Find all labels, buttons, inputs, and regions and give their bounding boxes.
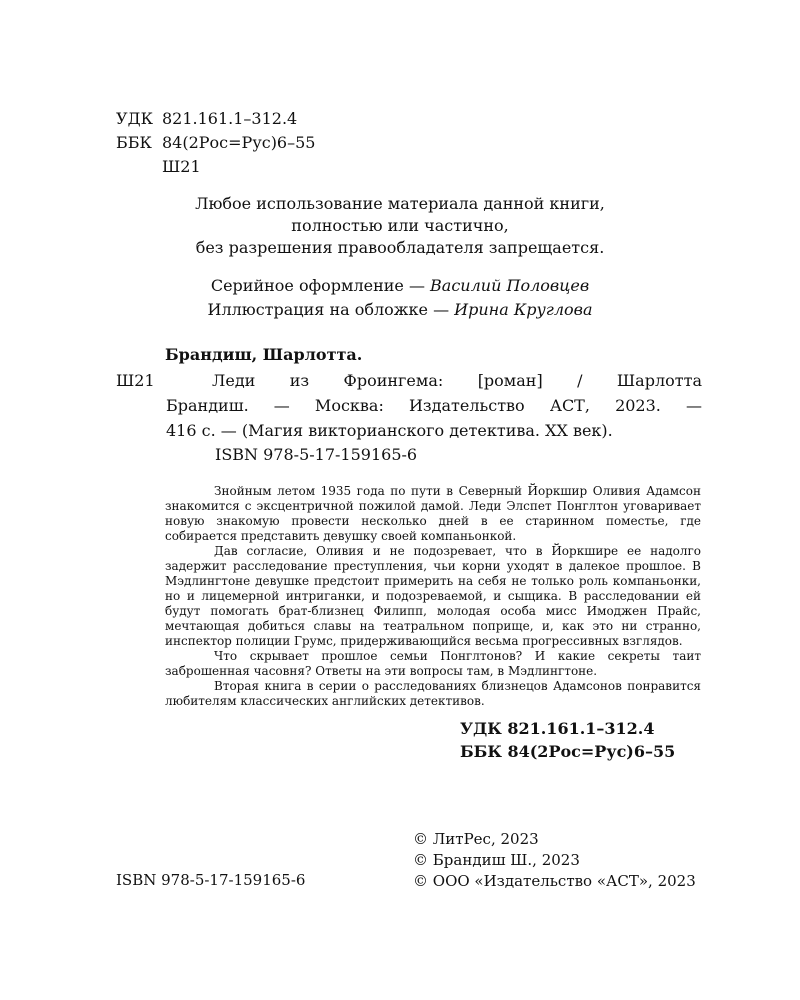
credit-role: Серийное оформление — (210, 276, 431, 295)
bbk-row (116, 131, 315, 155)
classification-codes-bottom (460, 717, 675, 763)
annotation-paragraph: Что скрывает прошлое семьи Понглтонов? И какие секреты таит заброшенная часовня? Ответы на эти вопросы там, в Мэдлингтоне. (165, 649, 701, 678)
bbk-value: 84(2Рос=Рус)6–55 (162, 133, 316, 152)
annotation-paragraph: Вторая книга в серии о расследованиях близнецов Адамсонов понравится любителям классических английских детективов. (165, 679, 701, 708)
credit-role: Иллюстрация на обложке — (207, 300, 455, 319)
bbk-label: ББК (116, 133, 152, 152)
copyright-line: © ООО «Издательство «АСТ», 2023 (413, 872, 696, 890)
classification-codes (116, 107, 315, 179)
design-credits (0, 274, 800, 322)
isbn-top: ISBN 978-5-17-159165-6 (215, 445, 418, 464)
isbn-bottom: ISBN 978-5-17-159165-6 (116, 871, 306, 889)
notice-line: Любое использование материала данной книги, (195, 194, 605, 213)
notice-line: без разрешения правообладателя запрещается. (195, 238, 605, 257)
bib-description (166, 368, 702, 443)
credit-line (0, 274, 800, 298)
copyright-notice (0, 193, 800, 259)
bibliographic-record (116, 368, 702, 443)
annotation (165, 484, 701, 709)
bib-author-sign: Ш21 (116, 371, 155, 390)
notice-line: полностью или частично, (291, 216, 509, 235)
bib-line: Брандиш. — Москва: Издательство АСТ, 2023. — (166, 396, 702, 415)
bib-line: Леди из Фроингема: [роман] / Шарлотта (212, 371, 702, 390)
udk-full: УДК 821.161.1–312.4 (460, 719, 655, 738)
bib-line: 416 с. — (Магия викторианского детектива. XX век). (166, 421, 613, 440)
credit-name: Ирина Круглова (454, 300, 593, 319)
credit-name: Василий Половцев (430, 276, 590, 295)
author-sign: Ш21 (162, 157, 201, 176)
annotation-paragraph: Знойным летом 1935 года по пути в Северный Йоркшир Оливия Адамсон знакомится с эксцентричной пожилой дамой. Леди Элспет Понглтон уговаривает новую знакомую провести несколько дней в ее старинном поместье, где собирается представить девушку своей компаньонкой. (165, 484, 701, 543)
udk-label: УДК (116, 109, 153, 128)
credit-line (0, 298, 800, 322)
copyright-line: © ЛитРес, 2023 (413, 830, 539, 848)
author-heading: Брандиш, Шарлотта. (165, 345, 363, 364)
bbk-full: ББК 84(2Рос=Рус)6–55 (460, 742, 676, 761)
copyright-list (413, 829, 696, 892)
annotation-paragraph: Дав согласие, Оливия и не подозревает, что в Йоркшире ее надолго задержит расследование преступления, чьи корни уходят в далекое прошлое. В Мэдлингтоне девушке предстоит примерить на себя не только роль компаньонки, но и лицемерной интриганки, и подозреваемой, и сыщика. В расследовании ей будут помогать брат-близнец Филипп, молодая особа мисс Имоджен Прайс, мечтающая добиться славы на театральном поприще, и, как это ни странно, инспектор полиции Грумс, придерживающийся весьма прогрессивных взглядов. (165, 544, 701, 648)
udk-row (116, 107, 315, 131)
copyright-line: © Брандиш Ш., 2023 (413, 851, 580, 869)
author-sign-row (116, 155, 315, 179)
udk-value: 821.161.1–312.4 (162, 109, 298, 128)
